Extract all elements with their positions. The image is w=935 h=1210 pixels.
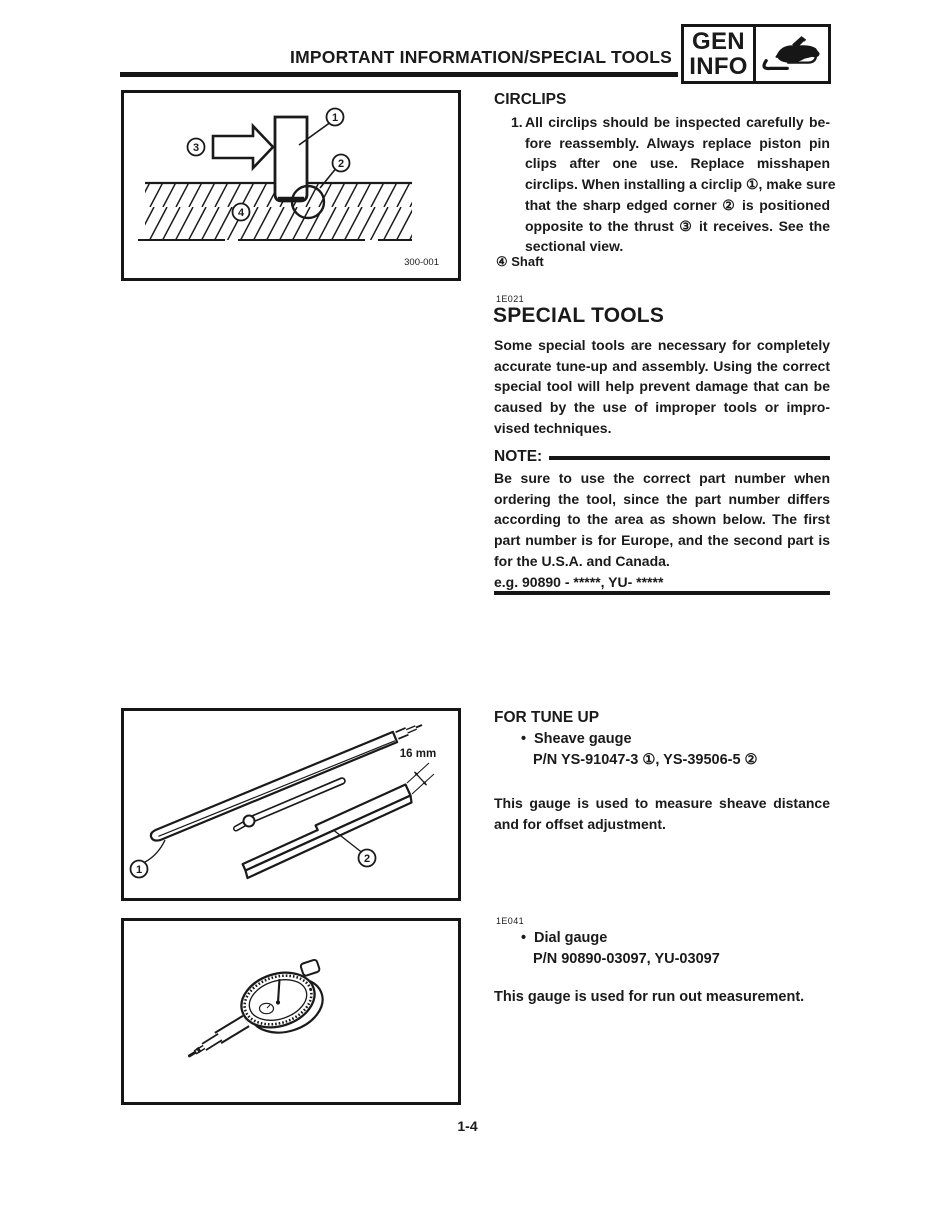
sheave-part-number: P/N YS-91047-3 ①, YS-39506-5 ② (533, 752, 758, 768)
special-tools-paragraph (494, 335, 830, 439)
figure-code: 300-001 (404, 257, 439, 268)
note-rule (549, 456, 830, 460)
callout-1-label: 1 (135, 864, 143, 876)
circlip-shape (275, 117, 307, 201)
figure-circlip-sectional (121, 90, 461, 281)
text-line: circlips. When installing a circlip ①, make sure (525, 176, 836, 193)
sheave-description (494, 793, 830, 834)
badge-label (684, 27, 756, 81)
callout-4-label: 4 (237, 207, 245, 219)
sheave-gauge-item (521, 731, 632, 747)
text-line: opposite to the thrust ③ it receives. See the (525, 217, 830, 234)
circlips-heading: CIRCLIPS (494, 91, 567, 108)
text-line: for the U.S.A. and Canada. (494, 552, 670, 569)
text-line: ordering the tool, since the part number differs (494, 490, 830, 507)
sheave-gauge-label: Sheave gauge (534, 731, 632, 747)
text-line: This gauge is used to measure sheave distance (494, 795, 830, 811)
circlips-paragraph (525, 112, 836, 257)
text-line: special tool will help prevent damage that can be (494, 378, 830, 395)
dial-gauge-item (521, 930, 607, 946)
thrust-arrow-icon (213, 126, 273, 168)
dial-description: This gauge is used for run out measurement. (494, 989, 805, 1005)
note-header (494, 448, 830, 466)
text-line: All circlips should be inspected carefully be- (525, 114, 830, 130)
callout-1 (131, 840, 166, 878)
dial-gauge-label: Dial gauge (534, 930, 608, 946)
text-line: Be sure to use the correct part number when (494, 470, 830, 486)
text-line: caused by the use of improper tools or impro- (494, 399, 830, 416)
callout-3 (188, 139, 205, 156)
text-line: fore reassembly. Always replace piston pin (525, 134, 830, 151)
list-number: 1. (511, 114, 523, 130)
text-line: e.g. 90890 - *****, YU- ***** (494, 573, 664, 590)
badge-line-info: INFO (689, 53, 748, 80)
page-number: 1-4 (457, 1118, 478, 1134)
dial-part-number: P/N 90890-03097, YU-03097 (533, 951, 720, 967)
bullet-icon: • (521, 731, 527, 747)
callout-4 (233, 204, 250, 221)
callout-2-label: 2 (337, 158, 345, 170)
offset-gauge-bar (243, 785, 412, 879)
tune-up-heading: FOR TUNE UP (494, 709, 600, 726)
header-rule (120, 72, 678, 77)
sheave-gauge-bar (151, 725, 422, 841)
shaft-legend: ④ Shaft (496, 254, 544, 269)
snowmobile-icon (756, 27, 828, 81)
text-line: that the sharp edged corner ② is positioned (525, 196, 830, 213)
note-paragraph (494, 468, 830, 592)
bullet-icon: • (521, 930, 527, 946)
text-line: accurate tune-up and assembly. Using the correct (494, 357, 830, 374)
section-badge (681, 24, 831, 84)
note-label: NOTE: (494, 448, 543, 465)
text-line: vised techniques. (494, 419, 612, 436)
figure-sheave-gauge (121, 708, 461, 901)
badge-line-gen: GEN (692, 28, 745, 55)
callout-2 (334, 831, 376, 867)
text-line: Some special tools are necessary for completely (494, 337, 830, 353)
callout-2-label: 2 (363, 853, 371, 865)
callout-3-label: 3 (192, 142, 200, 154)
circlips-list-item (494, 112, 836, 257)
figure-dial-gauge (121, 918, 461, 1105)
section-code: 1E021 (496, 294, 525, 304)
special-tools-heading: SPECIAL TOOLS (493, 304, 665, 327)
text-line: part number is for Europe, and the second part is (494, 532, 830, 549)
text-line: sectional view. (525, 238, 624, 255)
text-line: according to the area as shown below. The first (494, 511, 830, 528)
text-line: clips after one use. Replace misshapen (525, 155, 830, 172)
text-line: and for offset adjustment. (494, 815, 666, 832)
section-code: 1E041 (496, 916, 525, 926)
callout-1-label: 1 (331, 112, 339, 124)
dial-stem (190, 1021, 247, 1056)
page-title: IMPORTANT INFORMATION/SPECIAL TOOLS (290, 47, 672, 67)
dimension-label: 16 mm (399, 748, 437, 760)
note-bottom-rule (494, 591, 830, 595)
